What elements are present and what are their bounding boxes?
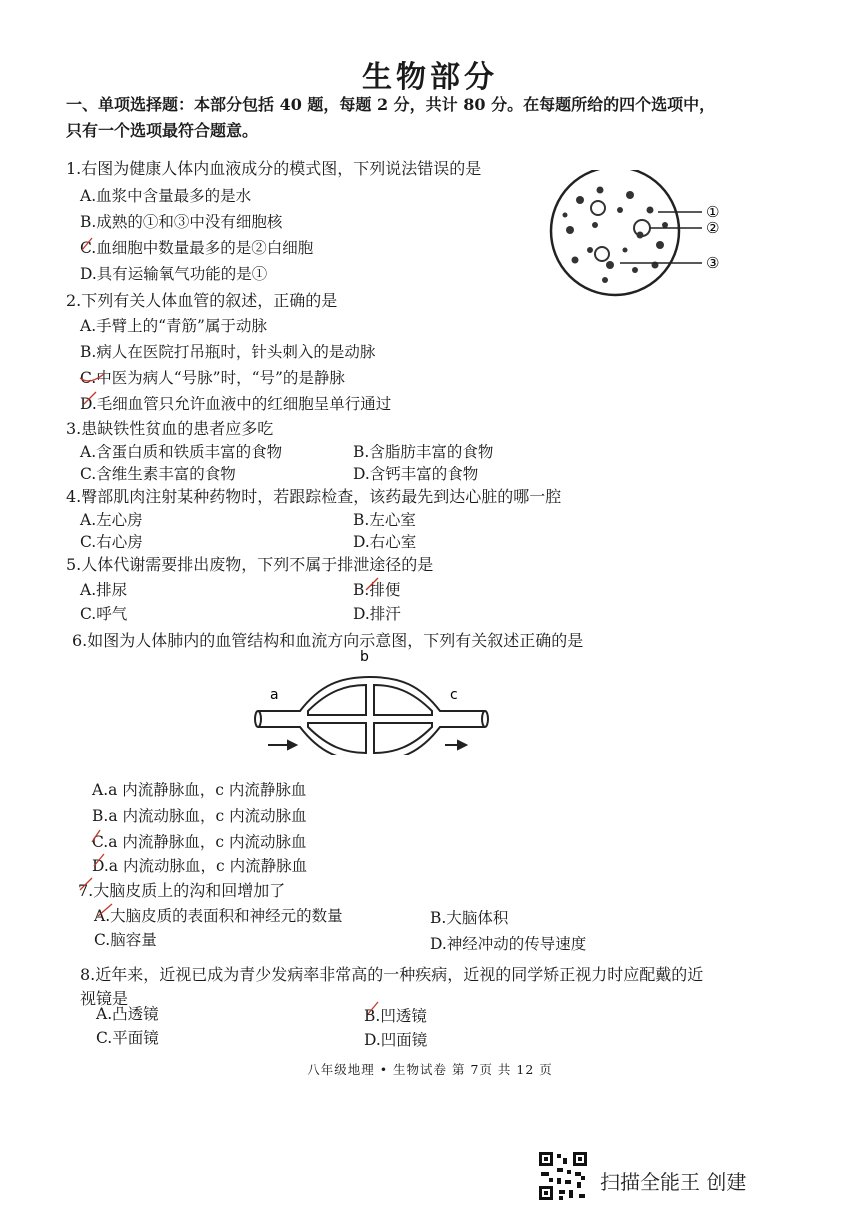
question-4-stem: 4.臀部肌肉注射某种药物时，若跟踪检查，该药最先到达心脏的哪一腔: [66, 487, 562, 506]
q1-option-d: D.具有运输氧气功能的是①: [80, 265, 268, 283]
label-2: ②: [706, 219, 720, 237]
q5-option-b: B.排便: [353, 581, 401, 599]
section-heading-line2: 只有一个选项最符合题意。: [66, 121, 259, 140]
q2-option-a: A.手臂上的“青筋”属于动脉: [80, 317, 267, 335]
q1-option-b: B.成熟的①和③中没有细胞核: [80, 213, 283, 231]
q8-option-b: B.凹透镜: [364, 1007, 427, 1025]
question-3-stem: 3.患缺铁性贫血的患者应多吃: [66, 419, 274, 438]
q7-option-c: C.脑容量: [94, 931, 157, 949]
q8-option-c: C.平面镜: [96, 1029, 159, 1047]
red-blood-cells: [563, 187, 669, 284]
q1-option-c: C.血细胞中数量最多的是②白细胞: [80, 239, 314, 257]
question-8-stem-line2: 视镜是: [80, 989, 129, 1008]
question-5-stem: 5.人体代谢需要排出废物，下列不属于排泄途径的是: [66, 555, 434, 574]
q4-option-c: C.右心房: [80, 533, 143, 551]
question-6-stem: 6.如图为人体肺内的血管结构和血流方向示意图，下列有关叙述正确的是: [72, 631, 584, 650]
q3-option-a: A.含蛋白质和铁质丰富的食物: [80, 443, 283, 461]
q4-option-d: D.右心室: [353, 533, 417, 551]
q7-option-d: D.神经冲动的传导速度: [430, 935, 587, 953]
qr-code-icon: [537, 1150, 589, 1202]
label-1: ①: [706, 203, 720, 221]
question-2-stem: 2.下列有关人体血管的叙述，正确的是: [66, 291, 338, 310]
q1-option-a: A.血浆中含量最多的是水: [80, 187, 252, 205]
label-c: c: [450, 687, 458, 703]
q6-option-a: A.a 内流静脉血，c 内流静脉血: [92, 781, 307, 799]
q7-option-b: B.大脑体积: [430, 909, 509, 927]
q3-option-c: C.含维生素丰富的食物: [80, 465, 236, 483]
label-b: b: [360, 649, 369, 665]
question-7-stem: 7.大脑皮质上的沟和回增加了: [78, 881, 286, 900]
q5-option-a: A.排尿: [80, 581, 128, 599]
q3-option-d: D.含钙丰富的食物: [353, 465, 479, 483]
page-title: 生物部分: [362, 60, 498, 95]
lung-vessel-figure: [250, 645, 500, 755]
q4-option-b: B.左心室: [353, 511, 416, 529]
q2-option-d: D.毛细血管只允许血液中的红细胞呈单行通过: [80, 395, 392, 413]
section-heading: [66, 92, 766, 144]
q8-option-a: A.凸透镜: [96, 1005, 159, 1023]
q2-option-b: B.病人在医院打吊瓶时，针头刺入的是动脉: [80, 343, 376, 361]
section-heading-line1: 一、单项选择题：本部分包括 40 题，每题 2 分，共计 80 分。在每题所给的四个选项中，: [66, 95, 716, 114]
blood-smear-figure: [540, 170, 740, 300]
q8-option-d: D.凹面镜: [364, 1031, 428, 1049]
q5-option-d: D.排汗: [353, 605, 401, 623]
label-a: a: [270, 687, 279, 703]
q6-option-d: D.a 内流动脉血，c 内流静脉血: [92, 857, 308, 875]
q3-option-b: B.含脂肪丰富的食物: [353, 443, 494, 461]
q4-option-a: A.左心房: [80, 511, 143, 529]
q6-option-b: B.a 内流动脉血，c 内流动脉血: [92, 807, 307, 825]
q7-option-a: A.大脑皮质的表面积和神经元的数量: [94, 907, 343, 925]
question-8-stem-line1: 8.近年来，近视已成为青少发病率非常高的一种疾病，近视的同学矫正视力时应配戴的近: [80, 965, 704, 984]
q5-option-c: C.呼气: [80, 605, 128, 623]
label-3: ③: [706, 254, 720, 272]
scanner-watermark: 扫描全能王 创建: [600, 1170, 747, 1194]
question-1-stem: 1.右图为健康人体内血液成分的模式图，下列说法错误的是: [66, 159, 482, 178]
q2-option-c: C.中医为病人“号脉”时，“号”的是静脉: [80, 369, 345, 387]
page-footer: 八年级地理 • 生物试卷 第 7页 共 12 页: [307, 1062, 553, 1077]
q6-option-c: C.a 内流静脉血，c 内流动脉血: [92, 833, 307, 851]
